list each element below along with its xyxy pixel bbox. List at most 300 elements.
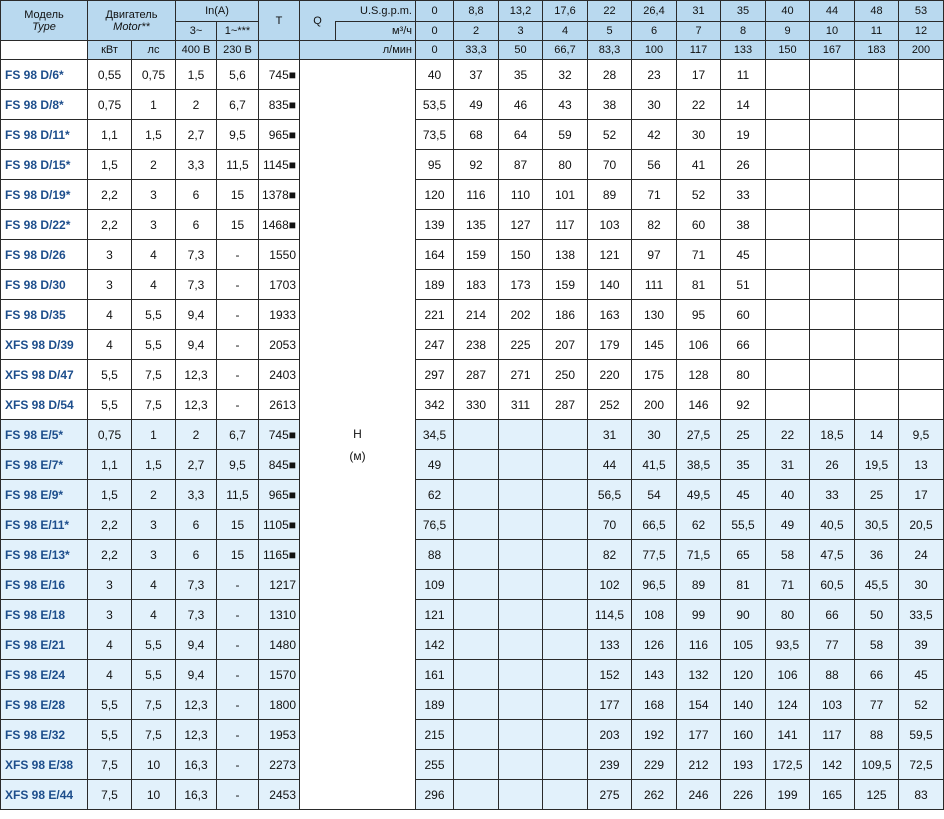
usgpm-6: 31 (677, 1, 721, 22)
head-value-cell: 145 (632, 330, 677, 360)
head-value-cell (499, 690, 543, 720)
head-value-cell (899, 150, 944, 180)
head-value-cell: 82 (632, 210, 677, 240)
head-value-cell (499, 630, 543, 660)
a230-cell: - (217, 750, 259, 780)
head-value-cell: 101 (543, 180, 588, 210)
head-value-cell: 71,5 (677, 540, 721, 570)
a230-cell: - (217, 720, 259, 750)
m3h-1: 2 (454, 22, 499, 41)
head-value-cell (454, 570, 499, 600)
t-cell: 2053 (259, 330, 300, 360)
usgpm-4: 22 (588, 1, 632, 22)
t-cell: 835■ (259, 90, 300, 120)
head-value-cell: 152 (588, 660, 632, 690)
head-value-cell (855, 360, 899, 390)
model-cell: FS 98 E/32 (1, 720, 88, 750)
head-value-cell: 138 (543, 240, 588, 270)
a400-cell: 6 (176, 180, 217, 210)
head-value-cell (899, 330, 944, 360)
head-value-cell (766, 210, 810, 240)
a400-cell: 12,3 (176, 690, 217, 720)
head-value-cell (543, 660, 588, 690)
hp-cell: 4 (132, 570, 176, 600)
head-value-cell: 175 (632, 360, 677, 390)
head-unit: (м) (349, 448, 366, 463)
kw-cell: 4 (88, 660, 132, 690)
head-value-cell: 159 (454, 240, 499, 270)
head-value-cell (810, 300, 855, 330)
lmin-1: 33,3 (454, 41, 499, 60)
head-value-cell: 330 (454, 390, 499, 420)
head-value-cell: 342 (416, 390, 454, 420)
a230-cell: 15 (217, 510, 259, 540)
a230-cell: - (217, 660, 259, 690)
a400-cell: 2 (176, 90, 217, 120)
lmin-7: 133 (721, 41, 766, 60)
t-cell: 1217 (259, 570, 300, 600)
table-row (1, 300, 944, 330)
lmin-3: 66,7 (543, 41, 588, 60)
table-row (1, 360, 944, 390)
hp-cell: 7,5 (132, 720, 176, 750)
hp-cell: 5,5 (132, 300, 176, 330)
model-cell: FS 98 E/28 (1, 690, 88, 720)
head-value-cell: 95 (677, 300, 721, 330)
model-cell: XFS 98 D/47 (1, 360, 88, 390)
head-value-cell (454, 450, 499, 480)
model-cell: FS 98 D/26 (1, 240, 88, 270)
a230-cell: - (217, 330, 259, 360)
head-value-cell: 127 (499, 210, 543, 240)
table-row (1, 660, 944, 690)
head-value-cell (766, 240, 810, 270)
head-value-cell: 207 (543, 330, 588, 360)
a400-cell: 16,3 (176, 750, 217, 780)
hp-cell: 10 (132, 750, 176, 780)
head-value-cell (543, 510, 588, 540)
head-value-cell (543, 630, 588, 660)
head-value-cell: 66,5 (632, 510, 677, 540)
model-cell: FS 98 D/30 (1, 270, 88, 300)
head-value-cell: 26 (721, 150, 766, 180)
head-value-cell: 19 (721, 120, 766, 150)
kw-cell: 7,5 (88, 780, 132, 810)
head-value-cell (810, 180, 855, 210)
usgpm-10: 48 (855, 1, 899, 22)
head-value-cell: 90 (721, 600, 766, 630)
head-value-cell: 62 (677, 510, 721, 540)
head-value-cell: 247 (416, 330, 454, 360)
a230-cell: 11,5 (217, 480, 259, 510)
t-cell: 1310 (259, 600, 300, 630)
m3h-9: 10 (810, 22, 855, 41)
head-label-cell (300, 60, 416, 810)
kw-cell: 3 (88, 270, 132, 300)
t-cell: 2613 (259, 390, 300, 420)
head-value-cell: 189 (416, 690, 454, 720)
t-cell: 2273 (259, 750, 300, 780)
head-value-cell: 239 (588, 750, 632, 780)
head-value-cell: 120 (416, 180, 454, 210)
head-value-cell: 287 (454, 360, 499, 390)
lmin-10: 183 (855, 41, 899, 60)
head-value-cell: 125 (855, 780, 899, 810)
hp-cell: 5,5 (132, 630, 176, 660)
head-value-cell (499, 750, 543, 780)
head-value-cell: 80 (766, 600, 810, 630)
head-value-cell: 130 (632, 300, 677, 330)
head-value-cell (855, 300, 899, 330)
head-value-cell: 41,5 (632, 450, 677, 480)
head-value-cell: 35 (721, 450, 766, 480)
table-row (1, 750, 944, 780)
lmin-6: 117 (677, 41, 721, 60)
m3h-0: 0 (416, 22, 454, 41)
head-value-cell: 311 (499, 390, 543, 420)
table-row (1, 480, 944, 510)
a400-cell: 3,3 (176, 150, 217, 180)
q-blank (300, 41, 336, 60)
a400-cell: 7,3 (176, 270, 217, 300)
head-value-cell: 33 (810, 480, 855, 510)
head-value-cell (899, 300, 944, 330)
head-value-cell: 159 (543, 270, 588, 300)
head-value-cell: 70 (588, 510, 632, 540)
head-value-cell: 26 (810, 450, 855, 480)
head-value-cell: 30 (899, 570, 944, 600)
lmin-8: 150 (766, 41, 810, 60)
head-value-cell: 58 (855, 630, 899, 660)
head-value-cell: 71 (766, 570, 810, 600)
head-value-cell (810, 270, 855, 300)
head-value-cell: 142 (810, 750, 855, 780)
a400-cell: 2,7 (176, 120, 217, 150)
head-value-cell: 30 (632, 90, 677, 120)
m3h-10: 11 (855, 22, 899, 41)
head-value-cell (855, 60, 899, 90)
model-cell: XFS 98 E/38 (1, 750, 88, 780)
head-value-cell (810, 240, 855, 270)
a400-cell: 6 (176, 210, 217, 240)
head-value-cell: 81 (721, 570, 766, 600)
head-value-cell: 33,5 (899, 600, 944, 630)
head-value-cell (766, 360, 810, 390)
t-cell: 1378■ (259, 180, 300, 210)
head-value-cell: 39 (899, 630, 944, 660)
head-value-cell (855, 90, 899, 120)
head-value-cell: 133 (588, 630, 632, 660)
a230-cell: - (217, 390, 259, 420)
hp-cell: 4 (132, 240, 176, 270)
a230-cell: 6,7 (217, 90, 259, 120)
head-value-cell: 47,5 (810, 540, 855, 570)
head-value-cell: 13 (899, 450, 944, 480)
model-cell: FS 98 D/8* (1, 90, 88, 120)
hp-cell: 1 (132, 90, 176, 120)
head-value-cell: 117 (810, 720, 855, 750)
a230-cell: - (217, 630, 259, 660)
head-value-cell: 45 (721, 480, 766, 510)
head-value-cell: 30 (632, 420, 677, 450)
head-value-cell (855, 120, 899, 150)
t-header: T (259, 1, 300, 41)
head-value-cell (543, 600, 588, 630)
model-cell: FS 98 D/15* (1, 150, 88, 180)
head-value-cell: 246 (677, 780, 721, 810)
kw-cell: 5,5 (88, 390, 132, 420)
head-value-cell: 103 (810, 690, 855, 720)
head-value-cell (454, 540, 499, 570)
head-value-cell: 221 (416, 300, 454, 330)
table-row (1, 120, 944, 150)
kw-header (1, 41, 88, 60)
q-header: Q (300, 1, 336, 41)
hp-cell: 4 (132, 600, 176, 630)
head-value-cell: 37 (454, 60, 499, 90)
head-value-cell: 255 (416, 750, 454, 780)
head-value-cell: 9,5 (899, 420, 944, 450)
head-value-cell (766, 300, 810, 330)
kw-cell: 2,2 (88, 540, 132, 570)
head-value-cell: 102 (588, 570, 632, 600)
head-value-cell: 93,5 (766, 630, 810, 660)
head-value-cell: 139 (416, 210, 454, 240)
head-value-cell (899, 120, 944, 150)
head-value-cell: 36 (855, 540, 899, 570)
model-cell: FS 98 E/21 (1, 630, 88, 660)
head-value-cell: 110 (499, 180, 543, 210)
model-cell: XFS 98 D/39 (1, 330, 88, 360)
current-header: In(A) (176, 1, 259, 22)
a400-cell: 12,3 (176, 720, 217, 750)
lmin-9: 167 (810, 41, 855, 60)
head-value-cell (499, 450, 543, 480)
hp-cell: 2 (132, 150, 176, 180)
three-phase-header: 3~ (176, 22, 217, 41)
head-value-cell: 189 (416, 270, 454, 300)
t-cell: 1800 (259, 690, 300, 720)
head-value-cell (454, 420, 499, 450)
table-row (1, 510, 944, 540)
head-value-cell: 72,5 (899, 750, 944, 780)
head-value-cell: 202 (499, 300, 543, 330)
usgpm-2: 13,2 (499, 1, 543, 22)
head-value-cell (899, 240, 944, 270)
head-value-cell: 49,5 (677, 480, 721, 510)
usgpm-5: 26,4 (632, 1, 677, 22)
a230-cell: - (217, 690, 259, 720)
head-value-cell: 53,5 (416, 90, 454, 120)
model-header: Модель Type (1, 1, 88, 41)
head-value-cell (766, 120, 810, 150)
m3h-unit: м³/ч (336, 22, 416, 41)
head-value-cell (855, 150, 899, 180)
model-cell: FS 98 E/13* (1, 540, 88, 570)
head-value-cell: 105 (721, 630, 766, 660)
head-value-cell: 117 (543, 210, 588, 240)
head-value-cell: 68 (454, 120, 499, 150)
kw-cell: 7,5 (88, 750, 132, 780)
head-value-cell: 14 (855, 420, 899, 450)
kw-cell: 2,2 (88, 510, 132, 540)
head-value-cell: 160 (721, 720, 766, 750)
t-cell: 1468■ (259, 210, 300, 240)
head-value-cell: 62 (416, 480, 454, 510)
head-value-cell (499, 600, 543, 630)
head-value-cell: 46 (499, 90, 543, 120)
t-cell: 1933 (259, 300, 300, 330)
head-value-cell: 126 (632, 630, 677, 660)
a400-cell: 9,4 (176, 330, 217, 360)
a400-cell: 6 (176, 510, 217, 540)
head-value-cell (543, 420, 588, 450)
lmin-unit: л/мин (336, 41, 416, 60)
kw-unit: кВт (88, 41, 132, 60)
kw-cell: 5,5 (88, 360, 132, 390)
head-value-cell: 106 (677, 330, 721, 360)
head-value-cell: 287 (543, 390, 588, 420)
m3h-11: 12 (899, 22, 944, 41)
kw-cell: 2,2 (88, 210, 132, 240)
head-value-cell: 82 (588, 540, 632, 570)
head-value-cell: 203 (588, 720, 632, 750)
table-row (1, 780, 944, 810)
head-value-cell: 238 (454, 330, 499, 360)
a230-cell: 9,5 (217, 450, 259, 480)
head-value-cell (855, 270, 899, 300)
head-value-cell (855, 180, 899, 210)
head-value-cell: 49 (416, 450, 454, 480)
head-value-cell: 296 (416, 780, 454, 810)
head-value-cell: 193 (721, 750, 766, 780)
model-cell: FS 98 E/5* (1, 420, 88, 450)
head-value-cell: 146 (677, 390, 721, 420)
head-value-cell (543, 720, 588, 750)
m3h-3: 4 (543, 22, 588, 41)
head-value-cell: 140 (588, 270, 632, 300)
head-value-cell: 25 (855, 480, 899, 510)
head-value-cell (899, 270, 944, 300)
head-value-cell: 109 (416, 570, 454, 600)
usgpm-7: 35 (721, 1, 766, 22)
a230-cell: - (217, 300, 259, 330)
head-value-cell: 99 (677, 600, 721, 630)
head-value-cell: 52 (677, 180, 721, 210)
head-value-cell: 70 (588, 150, 632, 180)
hp-cell: 3 (132, 180, 176, 210)
t-cell: 965■ (259, 480, 300, 510)
kw-cell: 4 (88, 300, 132, 330)
head-value-cell: 88 (855, 720, 899, 750)
head-value-cell: 109,5 (855, 750, 899, 780)
head-value-cell: 275 (588, 780, 632, 810)
model-cell: FS 98 D/19* (1, 180, 88, 210)
head-value-cell (899, 390, 944, 420)
m3h-7: 8 (721, 22, 766, 41)
kw-cell: 2,2 (88, 180, 132, 210)
kw-cell: 0,55 (88, 60, 132, 90)
t-cell: 2403 (259, 360, 300, 390)
head-value-cell: 14 (721, 90, 766, 120)
head-value-cell: 177 (677, 720, 721, 750)
usgpm-8: 40 (766, 1, 810, 22)
head-value-cell: 111 (632, 270, 677, 300)
a230-cell: 15 (217, 210, 259, 240)
a400-cell: 12,3 (176, 360, 217, 390)
head-value-cell: 143 (632, 660, 677, 690)
motor-header: Двигатель Motor** (88, 1, 176, 41)
head-value-cell (454, 720, 499, 750)
head-value-cell: 120 (721, 660, 766, 690)
model-cell: FS 98 E/9* (1, 480, 88, 510)
head-value-cell: 106 (766, 660, 810, 690)
head-value-cell: 77 (810, 630, 855, 660)
a400-cell: 3,3 (176, 480, 217, 510)
head-value-cell: 186 (543, 300, 588, 330)
m3h-6: 7 (677, 22, 721, 41)
head-value-cell: 88 (810, 660, 855, 690)
table-row (1, 330, 944, 360)
kw-cell: 0,75 (88, 420, 132, 450)
head-value-cell: 92 (454, 150, 499, 180)
model-cell: XFS 98 D/54 (1, 390, 88, 420)
head-value-cell: 128 (677, 360, 721, 390)
head-value-cell (855, 240, 899, 270)
head-value-cell (766, 180, 810, 210)
usgpm-9: 44 (810, 1, 855, 22)
head-value-cell: 83 (899, 780, 944, 810)
head-value-cell: 51 (721, 270, 766, 300)
table-row (1, 210, 944, 240)
kw-cell: 4 (88, 630, 132, 660)
lmin-0: 0 (416, 41, 454, 60)
head-value-cell: 22 (766, 420, 810, 450)
head-value-cell: 124 (766, 690, 810, 720)
head-value-cell (899, 90, 944, 120)
t-cell: 2453 (259, 780, 300, 810)
t-cell: 1550 (259, 240, 300, 270)
hp-cell: 1 (132, 420, 176, 450)
head-value-cell (543, 780, 588, 810)
head-value-cell: 80 (721, 360, 766, 390)
head-value-cell (499, 780, 543, 810)
head-value-cell: 142 (416, 630, 454, 660)
lmin-2: 50 (499, 41, 543, 60)
m3h-5: 6 (632, 22, 677, 41)
table-row (1, 180, 944, 210)
t-cell: 1105■ (259, 510, 300, 540)
hp-cell: 0,75 (132, 60, 176, 90)
table-row (1, 150, 944, 180)
model-cell: FS 98 D/22* (1, 210, 88, 240)
head-value-cell: 76,5 (416, 510, 454, 540)
table-row (1, 720, 944, 750)
head-value-cell: 121 (588, 240, 632, 270)
head-value-cell: 17 (899, 480, 944, 510)
table-row (1, 90, 944, 120)
model-cell: FS 98 D/11* (1, 120, 88, 150)
table-row (1, 60, 944, 90)
head-value-cell: 38 (721, 210, 766, 240)
head-value-cell: 50 (855, 600, 899, 630)
head-value-cell (766, 390, 810, 420)
head-value-cell: 212 (677, 750, 721, 780)
hp-cell: 3 (132, 510, 176, 540)
head-value-cell: 164 (416, 240, 454, 270)
a230-cell: - (217, 270, 259, 300)
head-value-cell (454, 750, 499, 780)
